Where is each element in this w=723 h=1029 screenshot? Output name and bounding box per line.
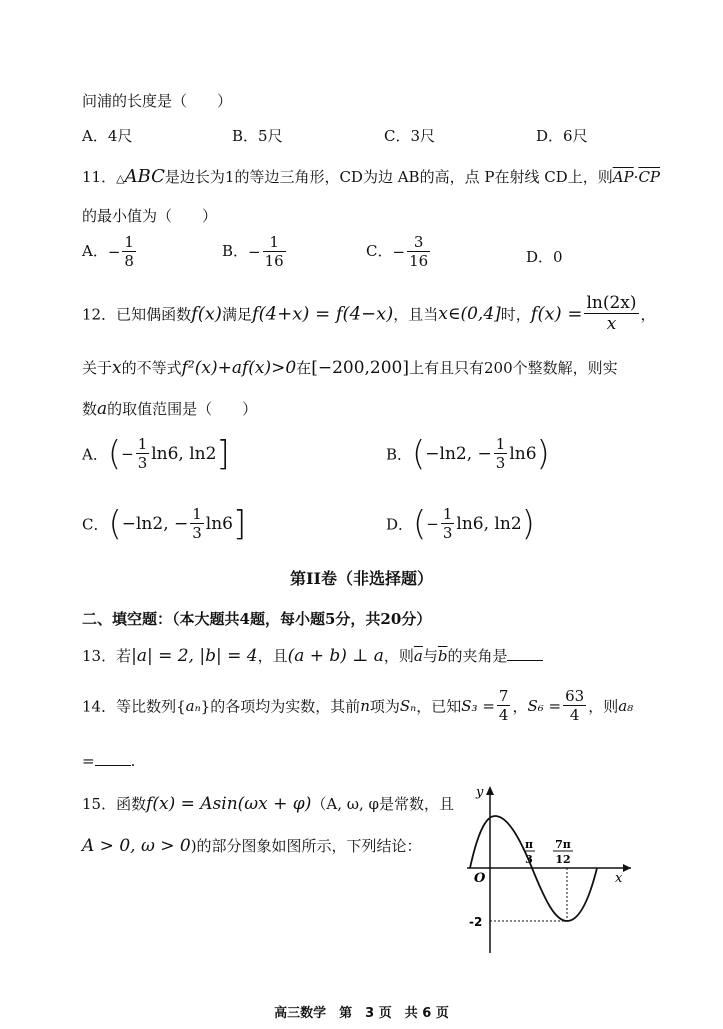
q11-option-d: D．0: [526, 248, 563, 266]
section-fill-in-heading: 二、填空题：（本大题共4题，每小题5分，共20分）: [82, 610, 432, 628]
q10-option-d: D．6尺: [536, 127, 588, 145]
q11-stem-line2: 的最小值为（ ）: [82, 207, 218, 225]
x-axis-arrow-icon: [623, 864, 631, 872]
tick-pi-3-denominator: 3: [525, 853, 533, 866]
y-axis-arrow-icon: [486, 786, 494, 795]
q14-answer-blank: [95, 753, 131, 766]
q13-answer-blank: [507, 648, 543, 661]
q12-stem: 12．已知偶函数f(x)满足f(4+x) = f(4−x)，且当x∈(0,4]时，f(x) = $\frac{\ln(2x)}{x}$ ，: [82, 293, 656, 334]
q15-stem-line2: A > 0, ω > 0)的部分图象如图所示，下列结论：: [82, 836, 422, 856]
q10-option-c: C．3尺: [384, 127, 436, 145]
q11-option-b: B．− $\frac{1}{16}$: [222, 233, 284, 270]
y-axis-label: y: [476, 785, 484, 800]
q10-option-b: B．5尺: [232, 127, 283, 145]
min-value-label: -2: [469, 915, 483, 929]
q13-stem: 13．若|a| = 2, |b| = 4，且(a + b) ⊥ a，则$\overline{a}$与$\overline{b}$的夹角是: [82, 645, 543, 666]
q12-option-c: C．(−ln2, − $\frac{1}{3}$ ln6]: [82, 503, 247, 544]
q14-answer-line: = .: [82, 752, 136, 770]
q12-stem-line2: 关于x的不等式f²(x)+af(x)>0在[−200,200]上有且只有200个整数解，则实: [82, 358, 618, 378]
tick-7pi-12-denominator: 12: [555, 853, 571, 866]
tick-7pi-12-numerator: 7π: [555, 838, 571, 851]
q10-option-a: A．4尺: [82, 127, 133, 145]
part2-title: 第II卷（非选择题）: [290, 569, 433, 588]
q12-stem-line3: 数a的取值范围是（ ）: [82, 399, 258, 419]
x-axis-label: x: [615, 871, 623, 886]
q14-stem: 14．等比数列{aₙ}的各项均为实数，其前n项为Sₙ，已知S₃ = $\frac{7}{4}$ ，S₆ = $\frac{63}{4}$ ，则a₈: [82, 687, 634, 724]
q11-option-c: C．− $\frac{3}{16}$: [366, 233, 429, 270]
sine-graph-figure: [445, 778, 645, 958]
page-footer: 高三数学 第 3 页 共 6 页: [274, 1006, 449, 1021]
q12-option-d: D．(− $\frac{1}{3}$ ln6, ln2): [386, 503, 535, 544]
q12-option-a: A．(− $\frac{1}{3}$ ln6, ln2]: [82, 433, 230, 474]
q11-option-a: A．− $\frac{1}{8}$: [82, 233, 134, 270]
tick-pi-3-numerator: π: [524, 838, 534, 851]
q10-tail: 问浦的长度是（ ）: [82, 92, 233, 110]
q11-stem: 11．△ABC是边长为1的等边三角形，CD为边 AB的高，点 P在射线 CD上，则$\overline{AP}\cdot\overline{CP}$: [82, 166, 661, 187]
q12-option-b: B．(−ln2, − $\frac{1}{3}$ ln6): [386, 433, 550, 474]
q15-stem: 15．函数f(x) = Asin(ωx + φ)（A, ω, φ是常数，且: [82, 794, 454, 814]
origin-label: O: [474, 871, 486, 886]
